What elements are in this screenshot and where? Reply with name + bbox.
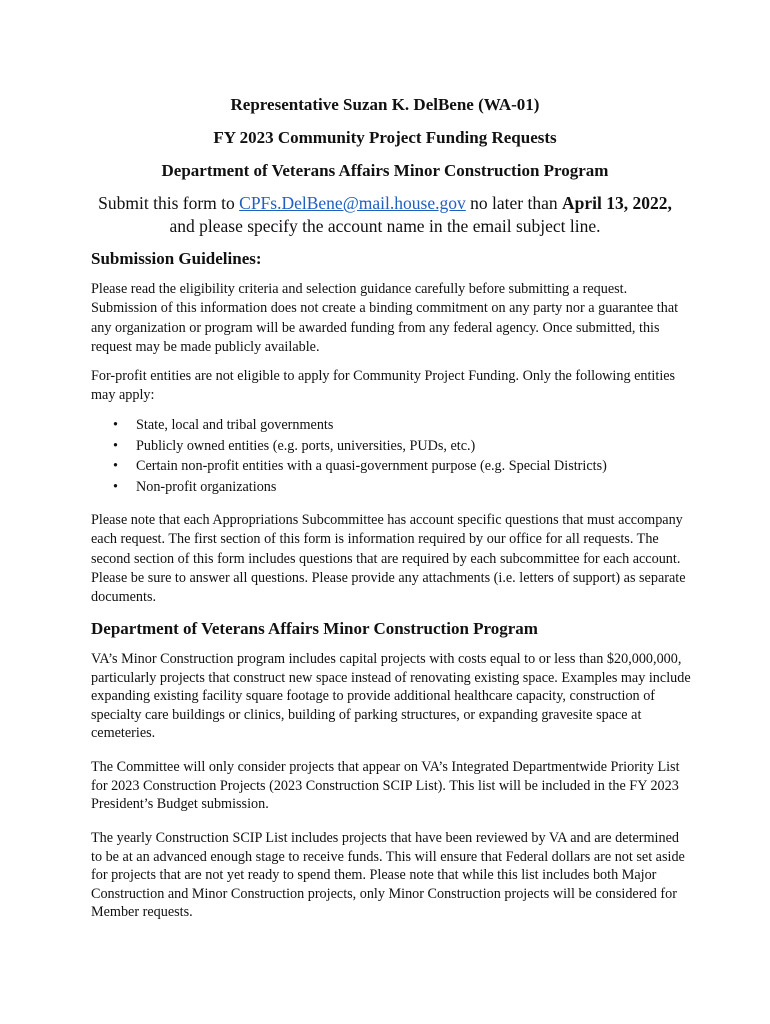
- list-item-text: Non-profit organizations: [136, 478, 277, 495]
- program-heading: Department of Veterans Affairs Minor Construction Program: [91, 619, 538, 638]
- submit-middle: no later than: [465, 193, 562, 213]
- list-item: [91, 436, 691, 457]
- eligible-entities-list: [91, 415, 691, 497]
- list-item: [91, 456, 691, 477]
- program-paragraph-3: The yearly Construction SCIP List includes projects that have been reviewed by VA and are determined to be at an advanced enough stage to receive funds. This will ensure that Federal dollars are not set aside for projects that are not yet ready to spend them. Please note that while this list includes both Major Construction and Minor Construction projects, only Minor Construction projects will be considered for Member requests.: [91, 830, 685, 921]
- header-fy-title: FY 2023 Community Project Funding Requests: [213, 128, 557, 147]
- guidelines-paragraph-1: Please read the eligibility criteria and selection guidance carefully before submitting a request. Submission of this information does not create a binding commitment on any party nor a guarantee that any organization or program will be awarded funding from any federal agency. Once submitted, this request may be made publicly available.: [91, 281, 679, 355]
- list-item-text: Certain non-profit entities with a quasi-government purpose (e.g. Special Districts): [136, 458, 607, 474]
- guidelines-heading: Submission Guidelines:: [91, 249, 262, 268]
- bullet-glyph: •: [113, 417, 118, 433]
- program-paragraph-2: The Committee will only consider projects that appear on VA’s Integrated Departmentwide Priority List for 2023 Construction Projects (2023 Construction SCIP List). This list will be included in the FY 2023 President’s Budget submission.: [91, 759, 680, 813]
- guidelines-paragraph-3: Please note that each Appropriations Subcommittee has account specific questions that must accompany each request. The first section of this form is information required by our office for all requests. The second section of this form includes questions that are required by each subcommittee for each account. Please be sure to answer all questions. Please provide any attachments (i.e. letters of support) as separate documents.: [91, 512, 686, 606]
- header-program-title: Department of Veterans Affairs Minor Construction Program: [161, 161, 609, 180]
- email-link[interactable]: CPFs.DelBene@mail.house.gov: [239, 193, 466, 213]
- list-item: [91, 415, 691, 436]
- submit-deadline: April 13, 2022,: [561, 193, 672, 213]
- list-item-text: State, local and tribal governments: [136, 417, 334, 433]
- list-item-text: Publicly owned entities (e.g. ports, universities, PUDs, etc.): [136, 437, 476, 454]
- submit-prefix: Submit this form to: [98, 193, 240, 213]
- list-item: [91, 477, 691, 498]
- guidelines-paragraph-2: For-profit entities are not eligible to apply for Community Project Funding. Only the following entities may apply:: [91, 368, 676, 404]
- header-representative: Representative Suzan K. DelBene (WA-01): [230, 95, 540, 114]
- submit-line2: and please specify the account name in the email subject line.: [169, 216, 601, 236]
- bullet-glyph: •: [113, 478, 118, 495]
- program-paragraph-1: VA’s Minor Construction program includes capital projects with costs equal to or less than $20,000,000, particularly projects that construct new space instead of renovating existing space. Examples may include expanding existing facility square footage to provide additional healthcare capacity, construction of specialty care buildings or clinics, building of parking structures, or expanding gravesite space at cemeteries.: [91, 651, 691, 742]
- bullet-glyph: •: [113, 458, 118, 474]
- submit-instructions: [60, 192, 710, 238]
- bullet-glyph: •: [113, 437, 118, 454]
